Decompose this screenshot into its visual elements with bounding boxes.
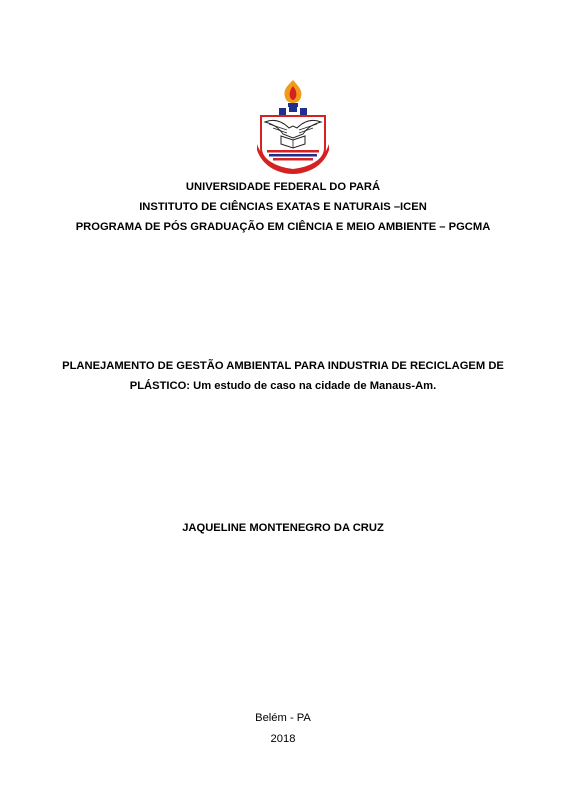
institute-name: INSTITUTO DE CIÊNCIAS EXATAS E NATURAIS –ICEN (139, 201, 427, 213)
university-name: UNIVERSIDADE FEDERAL DO PARÁ (185, 181, 381, 193)
year: 2018 (270, 733, 296, 745)
footer (0, 708, 566, 750)
title-line-1: PLANEJAMENTO DE GESTÃO AMBIENTAL PARA INDUSTRIA DE RECICLAGEM DE (62, 360, 504, 372)
program-name: PROGRAMA DE PÓS GRADUAÇÃO EM CIÊNCIA E MEIO AMBIENTE – PGCMA (75, 221, 491, 233)
document-title (0, 356, 566, 396)
title-line-2: PLÁSTICO: Um estudo de caso na cidade de Manaus-Am. (129, 380, 437, 392)
city-state: Belém - PA (255, 712, 311, 724)
institution-header (0, 177, 566, 237)
author-name: JAQUELINE MONTENEGRO DA CRUZ (182, 522, 384, 534)
university-seal-icon (253, 78, 333, 174)
